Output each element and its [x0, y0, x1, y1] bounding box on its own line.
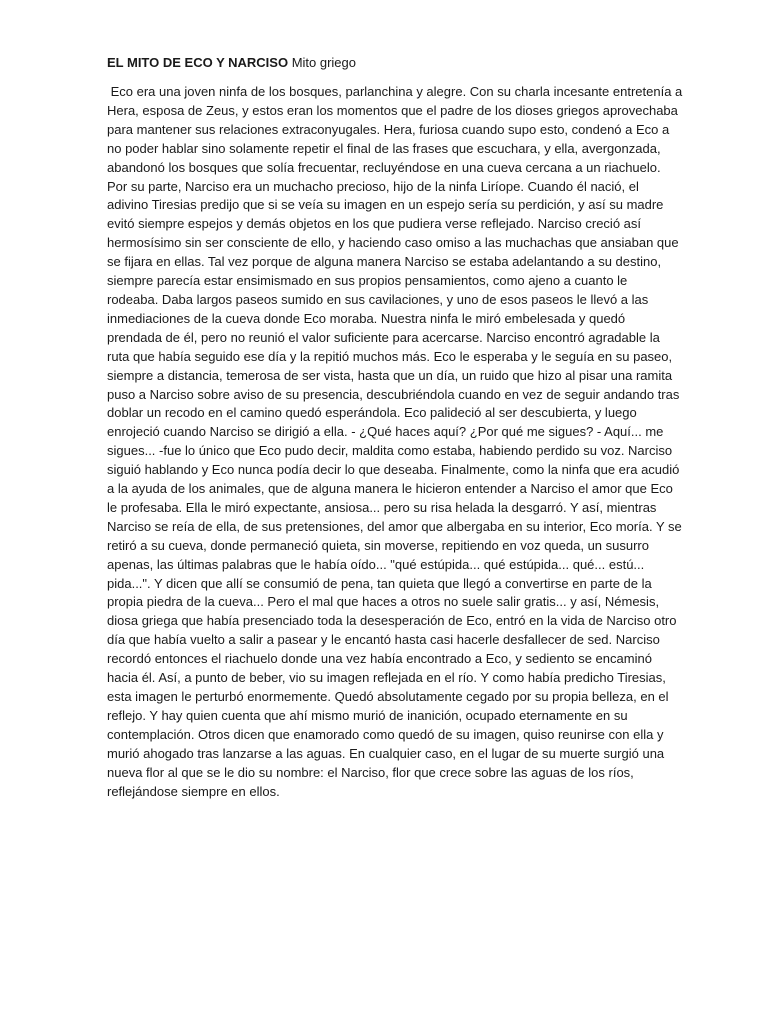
body-text-line: rodeaba. Daba largos paseos sumido en sus cavilaciones, y uno de esos paseos le llevó a las	[107, 291, 649, 307]
body-text-line: apenas, las últimas palabras que le había oído... "qué estúpida... qué estúpida... qué... estú...	[107, 556, 645, 572]
body-text-line: siempre a distancia, temerosa de ser vista, hasta que un día, un ruido que hizo al pisar una ramita	[107, 367, 673, 383]
body-text-line: puso a Narciso sobre aviso de su presencia, descubriéndola cuando en vez de seguir andando tras	[107, 386, 680, 402]
body-text-line: propia piedra de la cueva... Pero el mal que haces a otros no suele salir gratis... y así, Némesis,	[107, 594, 660, 610]
body-text-line: diosa griega que había presenciado toda la desesperación de Eco, entró en la vida de Narciso otro	[107, 613, 677, 629]
document-body	[107, 83, 683, 801]
body-text-line: retiró a su cueva, donde permaneció quieta, sin moverse, repitiendo en voz queda, un susurro	[107, 537, 649, 553]
document-title: EL MITO DE ECO Y NARCISO	[107, 55, 289, 70]
body-text-line: pida...". Y dicen que allí se consumió de pena, tan quieta que llegó a convertirse en parte de la	[107, 575, 652, 591]
body-text-line: siempre parecía estar ensimismado en sus propios pensamientos, como ajeno a cuanto le	[107, 273, 628, 289]
body-text-line: hermosísimo sin ser consciente de ello, y haciendo caso omiso a las muchachas que ansiaban que	[107, 235, 679, 251]
body-text-line: no poder hablar sino solamente repetir el final de las frases que escuchara, y ella, avergonzada,	[107, 140, 661, 156]
body-text-line: día que había vuelto a salir a pasear y le encantó hasta casi hacerle desfallecer de sed. Narciso	[107, 632, 660, 648]
body-text-line: abandonó los bosques que solía frecuentar, recluyéndose en una cueva cercana a un riachuelo.	[107, 159, 661, 175]
body-text-line: nueva flor al que se le dio su nombre: el Narciso, flor que crece sobre las aguas de los ríos,	[107, 764, 634, 780]
body-text-line: doblar un recodo en el camino quedó esperándola. Eco palideció al ser descubierta, y luego	[107, 405, 637, 421]
body-text-line: ruta que había seguido ese día y la repitió muchos más. Eco le esperaba y le seguía en su paseo,	[107, 348, 673, 364]
body-text-line: hacia él. Así, a punto de beber, vio su imagen reflejada en el río. Y como había predicho Tiresias,	[107, 670, 666, 686]
body-text-line: Eco era una joven ninfa de los bosques, parlanchina y alegre. Con su charla incesante entretenía a	[107, 84, 683, 99]
document-heading	[107, 55, 356, 71]
body-text-line: reflejándose siempre en ellos.	[107, 783, 280, 799]
body-text-line: esta imagen le perturbó enormemente. Quedó absolutamente cegado por su propia belleza, en el	[107, 689, 669, 704]
body-text-line: inmediaciones de la cueva donde Eco moraba. Nuestra ninfa le miró embelesada y quedó	[107, 310, 626, 326]
body-text-line: siguió hablando y Eco nunca podía decir lo que deseaba. Finalmente, como la ninfa que era acudió	[107, 462, 680, 478]
body-text-line: murió ahogado tras lanzarse a las aguas. En cualquier caso, en el lugar de su muerte surgió una	[107, 745, 665, 761]
body-text-line: recordó entonces el riachuelo donde una vez había encontrado a Eco, y sediento se encaminó	[107, 651, 652, 667]
body-text-line: prendada de él, pero no reunió el valor suficiente para acercarse. Narciso encontró agradable la	[107, 329, 660, 345]
body-text-line: contemplación. Otros dicen que enamorado como quedó de su imagen, quiso reunirse con ella y	[107, 726, 664, 742]
body-text-line: Narciso se reía de ella, de sus pretensiones, del amor que albergaba en su interior, Eco moría. Y se	[107, 518, 682, 534]
body-text-line: se fijara en ellas. Tal vez porque de alguna manera Narciso se estaba adelantando a su destino,	[107, 254, 662, 270]
document-subtitle: Mito griego	[288, 55, 356, 70]
body-text-line: evitó siempre espejos y demás objetos en los que pudiera verse reflejado. Narciso creció así	[107, 216, 641, 232]
body-text-line: adivino Tiresias predijo que si se veía su imagen en un espejo sería su perdición, y así su madre	[107, 197, 664, 213]
body-text-line: reflejo. Y hay quien cuenta que ahí mismo murió de inanición, ocupado eternamente en su	[107, 707, 628, 723]
body-text-line: a la ayuda de los animales, que de alguna manera le hicieron entender a Narciso el amor que Eco	[107, 481, 673, 497]
body-text-line: Por su parte, Narciso era un muchacho precioso, hijo de la ninfa Liríope. Cuando él nació, el	[107, 178, 639, 194]
body-text-line: Hera, esposa de Zeus, y estos eran los momentos que el padre de los dioses griegos aprovechaba	[107, 102, 678, 118]
body-text-line: enrojeció cuando Narciso se dirigió a ella. - ¿Qué haces aquí? ¿Por qué me sigues? - Aquí... me	[107, 424, 664, 440]
body-text-line: para mantener sus relaciones extraconyugales. Hera, furiosa cuando supo esto, condenó a Eco a	[107, 121, 670, 137]
body-text-line: sigues... -fue lo único que Eco pudo decir, maldita como estaba, habiendo perdido su voz. Narciso	[107, 443, 673, 459]
body-text-line: le profesaba. Ella le miró expectante, ansiosa... pero su risa helada la desgarró. Y así, mientras	[107, 499, 657, 515]
